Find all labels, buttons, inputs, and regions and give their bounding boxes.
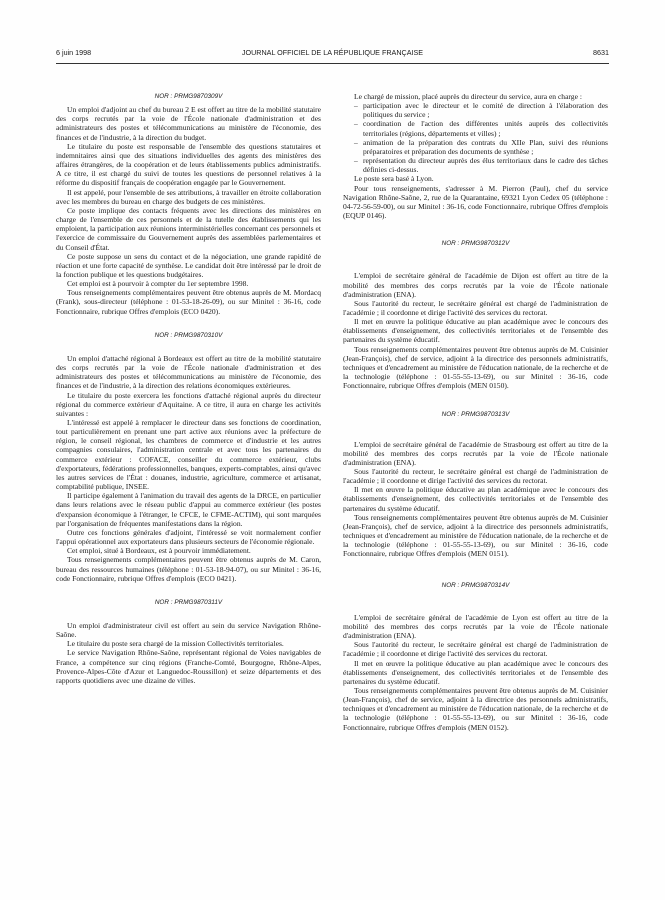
paragraph: Tous renseignements complémentaires peuvent être obtenus auprès de M. Cuisinier (Jean-François), chef de service, adjoint à la directrice des personnels administratifs, techniques et d'encadrement au ministère de l'éducation nationale, de la recherche et de la technologie (téléphone : 01-55-55-13-69), ou sur Minitel : 36-16, code Fonctionnaire, rubrique Offres d'emplois (MEN 0150). [343,344,608,391]
paragraph: Il met en œuvre la politique éducative au plan académique avec le concours des établissements d'enseignement, des collectivités territoriales et de l'ensemble des partenaires du système éducatif. [343,317,608,345]
notice-314 [343,581,608,732]
list-item: – participation avec le directeur et le comité de direction à l'élaboration des politiques du service ; [354,101,608,119]
paragraph: Un emploi d'administrateur civil est offert au sein du service Navigation Rhône-Saône. [56,620,321,640]
nor-reference [343,410,608,419]
nor-code: NOR : PRMG9870309V [154,93,223,100]
paragraph: Il met en œuvre la politique éducative au plan académique avec le concours des établissements d'enseignement, des collectivités territoriales et de l'ensemble des partenaires du système éducatif. [343,658,608,686]
paragraph: Ce poste implique des contacts fréquents avec les directions des ministères en charge de l'ensemble de ces personnels et de la tutelle des établissements qui les emploient, la participation aux réunions interministérielles concernant ces personnels et l'exercice de commissaire du Gouvernement auprès des assemblées parlementaires et du Conseil d'État. [56,205,321,252]
paragraph: Il participe également à l'animation du travail des agents de la DRCE, en particulier dans leurs relations avec le réseau public d'appui au commerce extérieur (les postes d'expansion économique à l'étranger, le CFCE, le CFME-ACTIM), qui sont marquées par l'organisation de fréquentes manifestations dans la région. [56,491,321,528]
page-header [56,48,609,64]
paragraph: Tous renseignements complémentaires peuvent être obtenus auprès de M. Cuisinier (Jean-François), chef de service, adjoint à la directrice des personnels administratifs, techniques et d'encadrement au ministère de l'éducation nationale, de la recherche et de la technologie (téléphone : 01-55-55-13-69), ou sur Minitel : 36-16, code Fonctionnaire, rubrique Offres d'emplois (MEN 0152). [343,685,608,732]
header-page-number: 8631 [593,48,609,57]
notice-312 [343,239,608,390]
nor-code: NOR : PRMG9870313V [441,411,510,419]
notice-313 [343,410,608,558]
header-date: 6 juin 1998 [56,48,92,57]
paragraph: Ce poste suppose un sens du contact et de la négociation, une grande rapidité de réaction et une forte capacité de synthèse. Le candidat doit être intéressé par le droit de la fonction publique et les questions budgétaires. [56,251,321,279]
paragraph: Il est appelé, pour l'ensemble de ses attributions, à travailler en étroite collaboration avec les membres du bureau en charge des budgets de ces ministères. [56,187,321,206]
nor-reference [56,331,321,340]
paragraph: Cet emploi, situé à Bordeaux, est à pourvoir immédiatement. [67,546,251,556]
right-column [343,92,608,732]
paragraph: Pour tous renseignements, s'adresser à M. Pierron (Paul), chef du service Navigation Rhône-Saône, 2, rue de la Quarantaine, 69321 Lyon Cedex 05 (téléphone : 04-72-56-59-00), ou sur Minitel : 36-16, code Fonctionnaire, rubrique Offres d'emplois (EQUP 0146). [343,183,608,221]
paragraph: Un emploi d'adjoint au chef du bureau 2 E est offert au titre de la mobilité statutaire des corps recrutés par la voie de l'École nationale d'administration et des administrateurs des postes et télécommunications au ministère de l'économie, des finances et de l'industrie, à la direction du budget. [56,105,321,142]
paragraph: Un emploi d'attaché régional à Bordeaux est offert au titre de la mobilité statutaire des corps recrutés par la voie de l'École nationale d'administration et des administrateurs des postes et télécommunications au ministère de l'économie, des finances et de l'industrie, à la direction des relations économiques extérieures. [56,353,321,391]
paragraph: Le chargé de mission, placé auprès du directeur du service, aura en charge : [354,92,582,101]
nor-reference [56,92,321,101]
paragraph: Sous l'autorité du recteur, le secrétaire général est chargé de l'administration de l'académie ; il coordonne et dirige l'activité des services du rectorat. [343,640,608,659]
header-journal-title: JOURNAL OFFICIEL DE LA RÉPUBLIQUE FRANÇAISE [241,48,424,57]
notice-311-continued [343,92,608,220]
left-column [56,92,321,685]
header-rule [56,63,609,64]
paragraph: Sous l'autorité du recteur, le secrétaire général est chargé de l'administration de l'académie ; il coordonne et dirige l'activité des services du rectorat. [343,298,608,317]
paragraph: Le titulaire du poste sera chargé de la mission Collectivités territoriales. [67,639,284,649]
nor-reference [343,581,608,590]
paragraph: Cet emploi est à pourvoir à compter du 1er septembre 1998. [67,279,249,289]
paragraph: Le poste sera basé à Lyon. [354,174,434,184]
notice-311 [56,598,321,685]
paragraph: Tous renseignements complémentaires peuvent être obtenus auprès de M. Cuisinier (Jean-François), chef de service, adjoint à la directrice des personnels administratifs, techniques et d'encadrement au ministère de l'éducation nationale, de la recherche et de la technologie (téléphone : 01-55-55-13-69), ou sur Minitel : 36-16, code Fonctionnaire, rubrique Offres d'emplois (MEN 0151). [343,512,608,559]
list-item: – représentation du directeur auprès des élus territoriaux dans le cadre des tâches définies ci-dessus. [354,156,608,174]
notice-310 [56,331,321,583]
nor-reference [56,598,321,607]
paragraph: L'emploi de secrétaire général de l'académie de Lyon est offert au titre de la mobilité des membres des corps recrutés par la voie de l'École nationale d'administration (ENA). [343,612,608,641]
paragraph: Sous l'autorité du recteur, le secrétaire général est chargé de l'administration de l'académie ; il coordonne et dirige l'activité des services du rectorat. [343,467,608,486]
paragraph: L'emploi de secrétaire général de l'académie de Strasbourg est offert au titre de la mobilité des membres des corps recrutés par la voie de l'École nationale d'administration (ENA). [343,439,608,467]
paragraph: Le titulaire du poste exercera les fonctions d'attaché régional auprès du directeur régional du commerce extérieur d'Aquitaine. A ce titre, il aura en charge les activités suivantes : [56,390,321,418]
nor-code: NOR : PRMG9870314V [441,581,510,589]
paragraph: Tous renseignements complémentaires peuvent être obtenus auprès de M. Mordacq (Frank), sous-directeur (téléphone : 01-53-18-26-09), ou sur Minitel : 36-16, code Fonctionnaire, rubrique Offres d'emplois (ECO 0420). [56,288,321,316]
nor-code: NOR : PRMG9870312V [441,240,510,248]
nor-code: NOR : PRMG9870311V [154,598,223,606]
paragraph: Tous renseignements complémentaires peuvent être obtenus auprès de M. Caron, bureau des ressources humaines (téléphone : 01-53-18-94-07), ou sur Minitel : 36-16, code Fonctionnaire, rubrique Offres d'emplois (ECO 0421). [56,555,321,583]
paragraph: L'intéressé est appelé à remplacer le directeur dans ses fonctions de coordination, tout particulièrement en prenant une part active aux réunions avec la préfecture de région, le conseil régional, les chambres de commerce et d'industrie et les autres compagnies consulaires, l'administration centrale et avec tous les partenaires du commerce extérieur : COFACE, conseiller du commerce extérieur, clubs d'exportateurs, fédérations professionnelles, banques, experts-comptables, ainsi qu'avec les autres services de l'État : douanes, industrie, agriculture, commerce et artisanat, comptabilité publique, INSEE. [56,418,321,492]
paragraph: Il met en œuvre la politique éducative au plan académique avec le concours des établissements d'enseignement, des collectivités territoriales et de l'ensemble des partenaires du système éducatif. [343,485,608,513]
paragraph: Le titulaire du poste est responsable de l'ensemble des questions statutaires et indemnitaires ainsi que des situations individuelles des agents des ministères des affaires étrangères, de la coopération et de leurs établissements publics administratifs. A ce titre, il est chargé du suivi de toutes les questions de personnel relatives à la réforme du dispositif français de coopération engagée par le Gouvernement. [56,141,321,188]
nor-code: NOR : PRMG9870310V [154,331,223,339]
list-item: – coordination de l'action des différentes unités auprès des collectivités territoriales (régions, départements et villes) ; [354,119,608,137]
paragraph: L'emploi de secrétaire général de l'académie de Dijon est offert au titre de la mobilité des membres des corps recrutés par la voie de l'École nationale d'administration (ENA). [343,271,608,299]
list-item: – animation de la préparation des contrats du XIIe Plan, suivi des réunions préparatoires et préparation des documents de synthèse ; [354,138,608,156]
duties-list [343,101,608,174]
nor-reference [343,239,608,248]
paragraph: Outre ces fonctions générales d'adjoint, l'intéressé se voit normalement confier l'appui opérationnel aux exportateurs dans plusieurs secteurs de l'économie régionale. [56,527,321,547]
notice-309 [56,92,321,316]
paragraph: Le service Navigation Rhône-Saône, représentant régional de Voies navigables de France, a compétence sur cinq régions (Franche-Comté, Bourgogne, Rhône-Alpes, Provence-Alpes-Côte d'Azur et Languedoc-Roussillon) et seize départements et des rapports quotidiens avec une dizaine de villes. [56,648,321,685]
